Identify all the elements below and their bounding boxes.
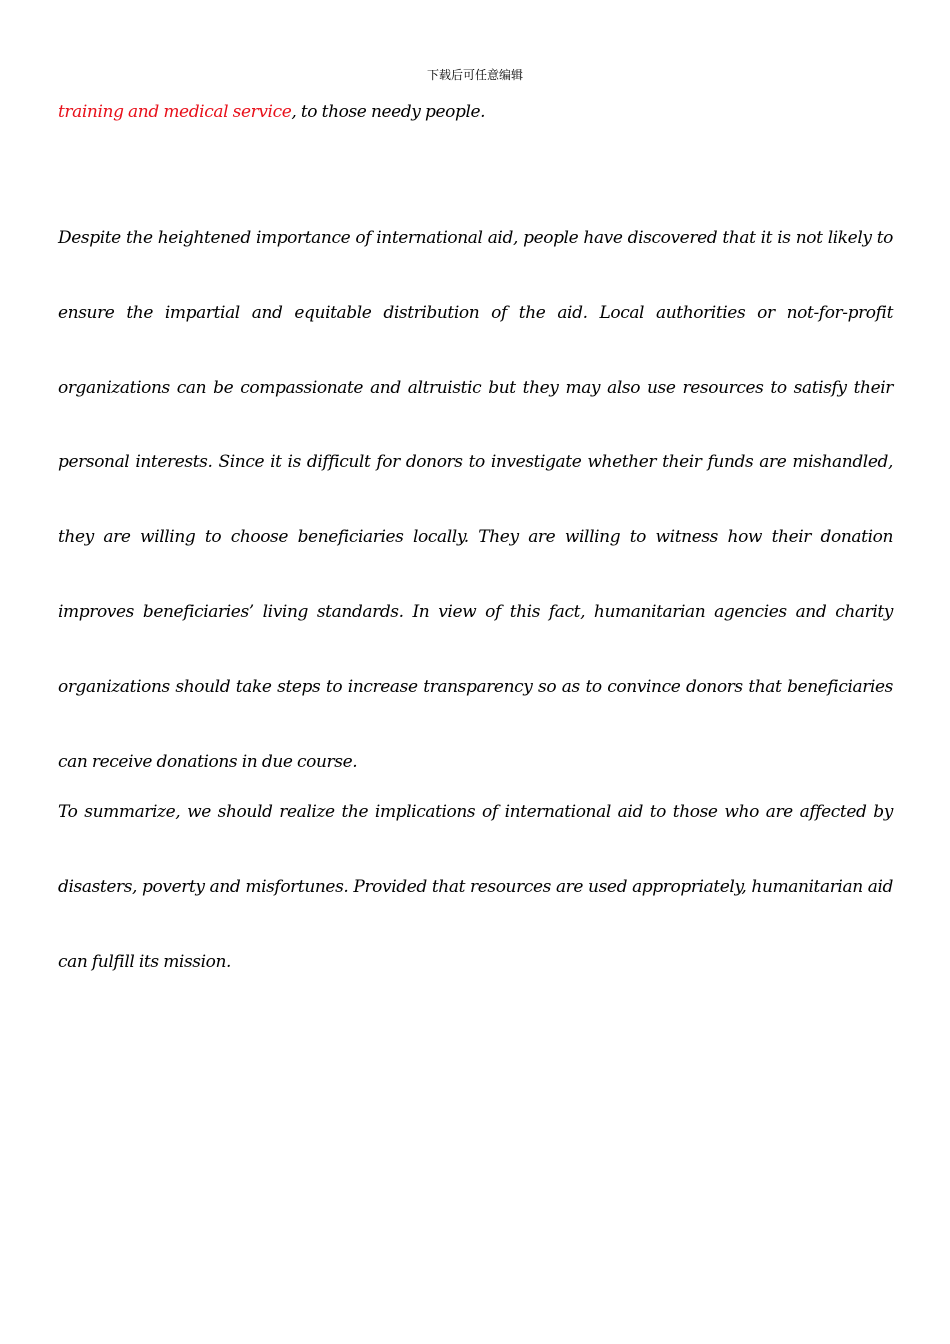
opening-line-rest: , to those needy people. — [291, 102, 486, 122]
page-header: 下载后可任意编辑 — [426, 68, 523, 82]
body-paragraph-2: To summarize, we should realize the implications of international aid to those who are affected by disasters, poverty and misfortunes. Provided that resources are used appropriately, humanitarian aid can fulfill its mission. — [58, 802, 893, 972]
body-paragraph-1: Despite the heightened importance of international aid, people have discovered that it is not likely to ensure the impartial and equitable distribution of the aid. Local authorities or not-for-profit organizations can be compassionate and altruistic but they may also use resources to satisfy their personal interests. Since it is difficult for donors to investigate whether their funds are mishandled, they are willing to choose beneficiaries locally. They are willing to witness how their donation improves beneficiaries’ living standards. In view of this fact, humanitarian agencies and charity organizations should take steps to increase transparency so as to convince donors that beneficiaries can receive donations in due course. — [58, 228, 893, 772]
highlighted-phrase: training and medical service — [58, 102, 292, 122]
opening-line — [58, 99, 893, 125]
